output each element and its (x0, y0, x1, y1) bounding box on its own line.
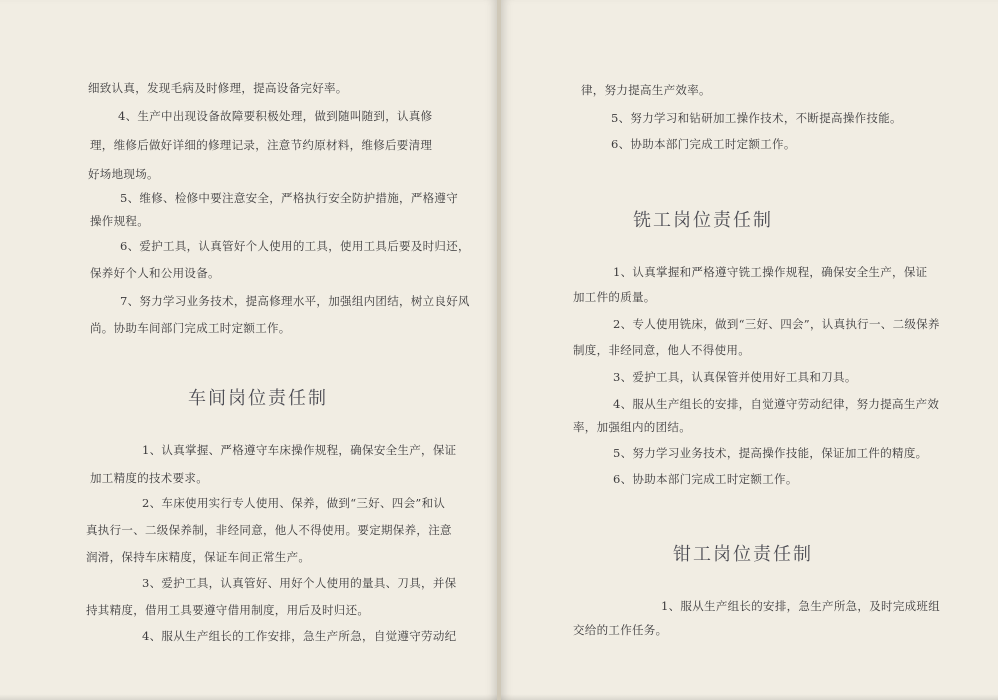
text-line: 6、协助本部门完成工时定额工作。 (613, 472, 798, 486)
text-line: 率，加强组内的团结。 (573, 420, 691, 434)
text-line: 交给的工作任务。 (573, 623, 668, 637)
section-title: 钳工岗位责任制 (673, 544, 813, 565)
section-title: 车间岗位责任制 (188, 388, 328, 409)
text-line: 3、爱护工具，认真管好、用好个人使用的量具、刀具，并保 (142, 576, 457, 590)
text-line: 2、车床使用实行专人使用、保养，做到“三好、四会”和认 (142, 496, 446, 510)
text-line: 5、维修、检修中要注意安全，严格执行安全防护措施，严格遵守 (120, 191, 459, 205)
text-line: 持其精度，借用工具要遵守借用制度，用后及时归还。 (86, 603, 370, 617)
text-line: 3、爱护工具，认真保管并使用好工具和刀具。 (613, 370, 857, 384)
page-shadow (0, 694, 497, 700)
text-line: 2、专人使用铣床，做到“三好、四会”，认真执行一、二级保养 (613, 317, 940, 331)
text-line: 4、服从生产组长的安排，自觉遵守劳动纪律，努力提高生产效 (613, 397, 940, 411)
text-line: 1、服从生产组长的安排，急生产所急，及时完成班组 (661, 599, 941, 613)
page-shadow (501, 694, 998, 700)
text-line: 1、认真掌握和严格遵守铣工操作规程，确保安全生产，保证 (613, 265, 928, 279)
text-line: 加工件的质量。 (573, 290, 656, 304)
text-line: 真执行一、二级保养制，非经同意，他人不得使用。要定期保养，注意 (86, 523, 452, 537)
text-line: 加工精度的技术要求。 (90, 471, 208, 485)
text-line: 5、努力学习业务技术，提高操作技能，保证加工件的精度。 (613, 446, 928, 460)
text-line: 润滑，保持车床精度，保证车间正常生产。 (86, 550, 311, 564)
text-line: 6、协助本部门完成工时定额工作。 (611, 137, 796, 151)
text-line: 制度，非经同意，他人不得使用。 (573, 343, 750, 357)
text-line: 保养好个人和公用设备。 (90, 266, 220, 280)
text-line: 尚。协助车间部门完成工时定额工作。 (90, 321, 291, 335)
text-line: 理，维修后做好详细的修理记录，注意节约原材料，维修后要清理 (90, 138, 433, 152)
text-line: 1、认真掌握、严格遵守车床操作规程，确保安全生产，保证 (142, 443, 457, 457)
text-line: 好场地现场。 (88, 167, 159, 181)
text-line: 4、生产中出现设备故障要积极处理，做到随叫随到，认真修 (118, 109, 433, 123)
text-line: 7、努力学习业务技术，提高修理水平，加强组内团结，树立良好风 (120, 294, 470, 308)
right-page (501, 0, 998, 700)
text-line: 6、爱护工具，认真管好个人使用的工具，使用工具后要及时归还， (120, 239, 470, 253)
text-line: 操作规程。 (90, 214, 149, 228)
text-line: 5、努力学习和钻研加工操作技术，不断提高操作技能。 (611, 111, 902, 125)
section-title: 铣工岗位责任制 (633, 210, 773, 231)
left-page (0, 0, 497, 700)
text-line: 4、服从生产组长的工作安排，急生产所急，自觉遵守劳动纪 (142, 629, 457, 643)
text-line: 细致认真，发现毛病及时修理，提高设备完好率。 (88, 81, 348, 95)
text-line: 律，努力提高生产效率。 (581, 83, 711, 97)
